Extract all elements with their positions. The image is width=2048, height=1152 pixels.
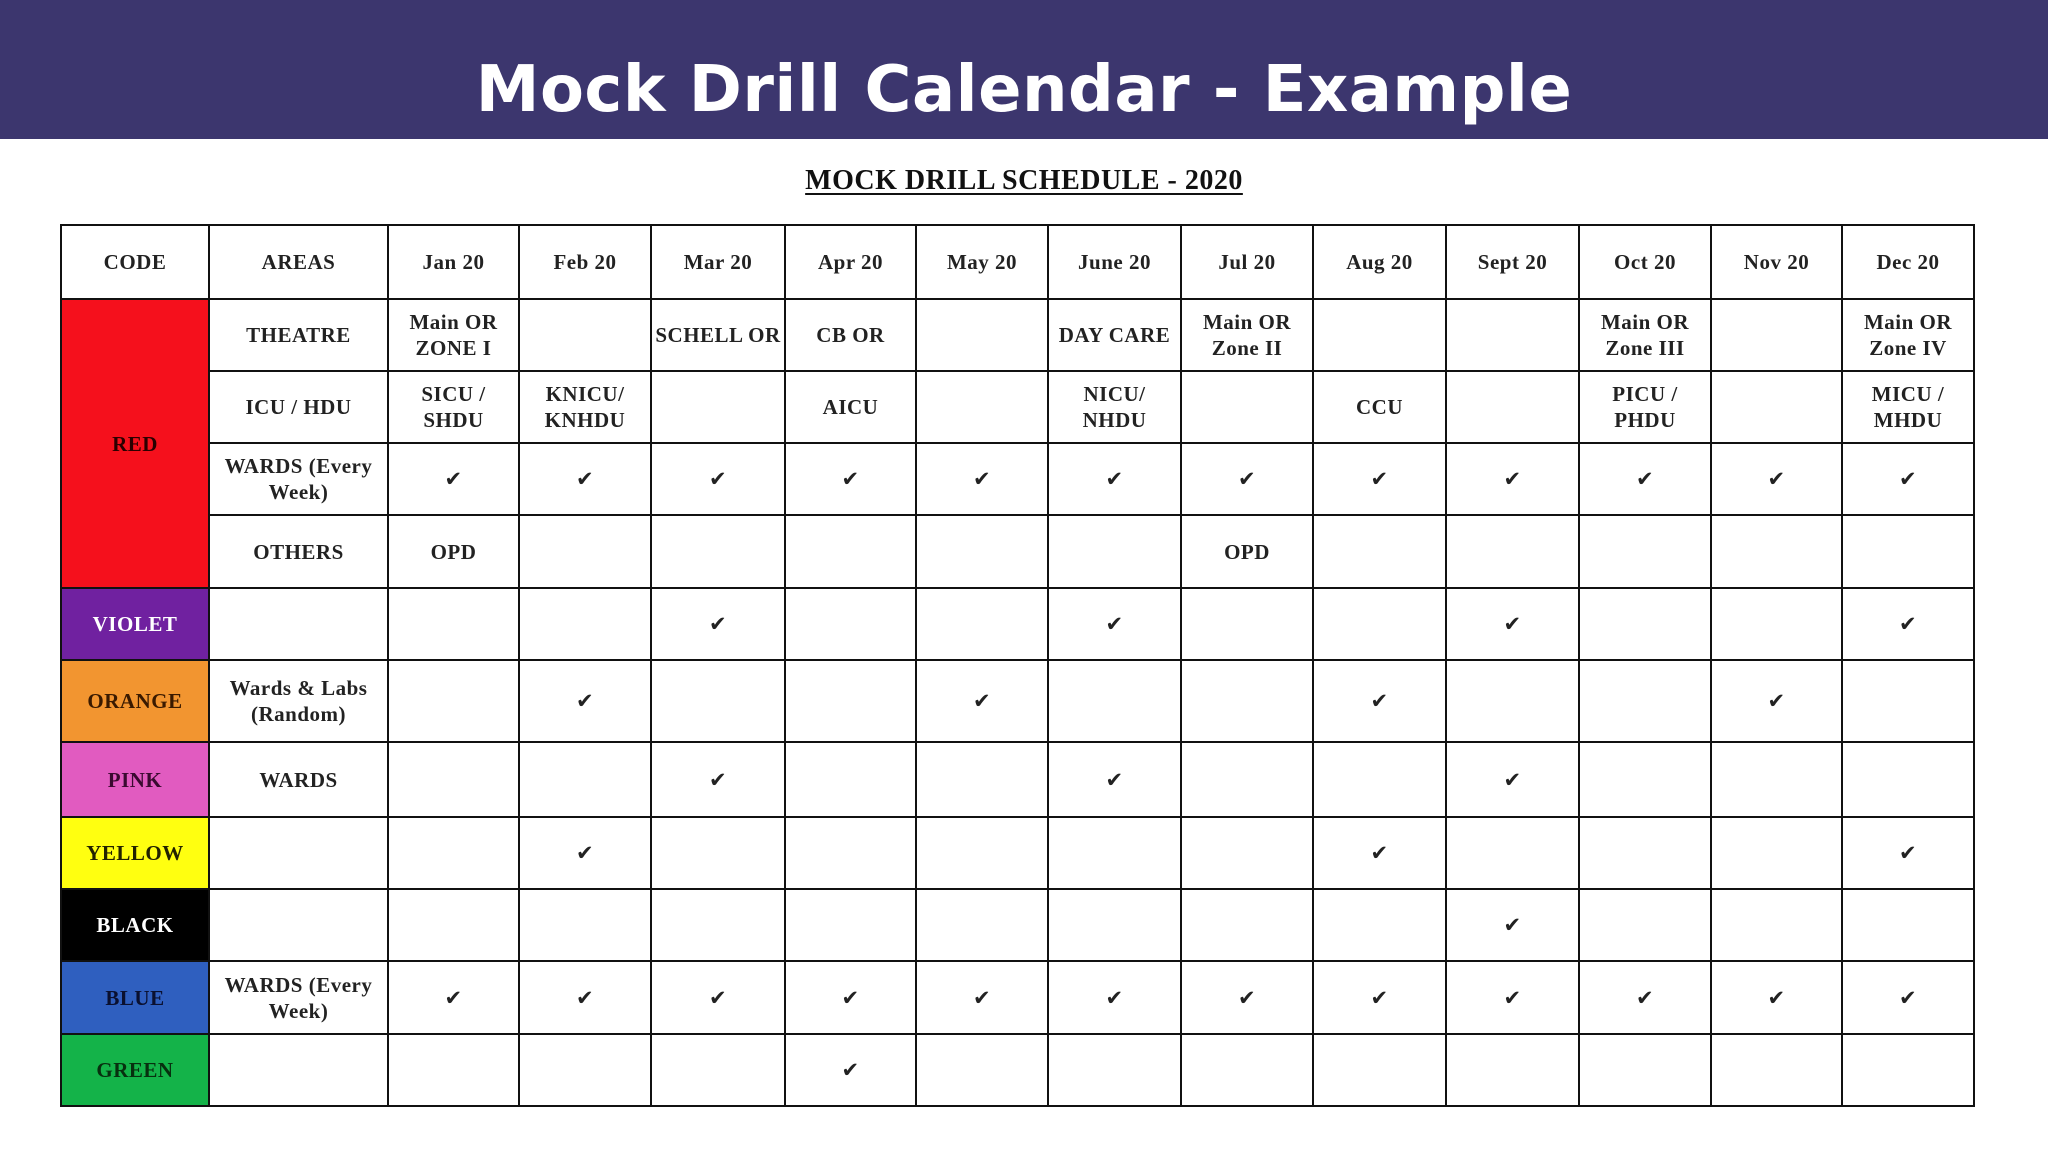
schedule-cell: KNICU/ KNHDU bbox=[519, 371, 651, 443]
schedule-cell: Main OR Zone II bbox=[1181, 299, 1313, 371]
area-cell: WARDS (Every Week) bbox=[209, 443, 388, 515]
column-header: Nov 20 bbox=[1711, 225, 1842, 299]
schedule-cell bbox=[519, 889, 651, 961]
check-mark-icon: ✔ bbox=[1048, 961, 1181, 1034]
area-cell bbox=[209, 889, 388, 961]
check-mark-icon: ✔ bbox=[1048, 742, 1181, 817]
table-row bbox=[61, 371, 1974, 443]
column-header: Sept 20 bbox=[1446, 225, 1579, 299]
schedule-cell bbox=[1048, 515, 1181, 588]
area-cell: OTHERS bbox=[209, 515, 388, 588]
schedule-cell bbox=[1579, 889, 1711, 961]
schedule-cell bbox=[388, 588, 519, 660]
area-cell: Wards & Labs (Random) bbox=[209, 660, 388, 742]
schedule-cell: CB OR bbox=[785, 299, 916, 371]
schedule-cell bbox=[1711, 817, 1842, 889]
schedule-cell bbox=[1048, 817, 1181, 889]
area-cell: ICU / HDU bbox=[209, 371, 388, 443]
column-header: Jul 20 bbox=[1181, 225, 1313, 299]
schedule-cell bbox=[388, 1034, 519, 1106]
slide-title: Mock Drill Calendar - Example bbox=[475, 53, 1573, 127]
check-mark-icon: ✔ bbox=[1711, 961, 1842, 1034]
schedule-cell bbox=[1579, 742, 1711, 817]
check-mark-icon: ✔ bbox=[1181, 443, 1313, 515]
schedule-cell bbox=[651, 515, 785, 588]
table-row bbox=[61, 299, 1974, 371]
document-title: MOCK DRILL SCHEDULE - 2020 bbox=[805, 165, 1243, 196]
schedule-cell bbox=[916, 889, 1048, 961]
schedule-cell bbox=[1711, 588, 1842, 660]
schedule-cell: PICU / PHDU bbox=[1579, 371, 1711, 443]
schedule-cell bbox=[1579, 1034, 1711, 1106]
area-cell: THEATRE bbox=[209, 299, 388, 371]
schedule-cell bbox=[1579, 588, 1711, 660]
schedule-cell bbox=[388, 660, 519, 742]
column-header: June 20 bbox=[1048, 225, 1181, 299]
code-cell-violet: VIOLET bbox=[61, 588, 209, 660]
check-mark-icon: ✔ bbox=[916, 443, 1048, 515]
check-mark-icon: ✔ bbox=[916, 660, 1048, 742]
schedule-cell bbox=[1842, 660, 1974, 742]
table-row bbox=[61, 961, 1974, 1034]
schedule-cell bbox=[1842, 889, 1974, 961]
schedule-cell bbox=[785, 817, 916, 889]
schedule-cell bbox=[1048, 660, 1181, 742]
schedule-cell: CCU bbox=[1313, 371, 1446, 443]
check-mark-icon: ✔ bbox=[519, 961, 651, 1034]
table-row bbox=[61, 515, 1974, 588]
schedule-cell bbox=[519, 299, 651, 371]
column-header: Feb 20 bbox=[519, 225, 651, 299]
schedule-cell bbox=[519, 1034, 651, 1106]
check-mark-icon: ✔ bbox=[388, 443, 519, 515]
check-mark-icon: ✔ bbox=[519, 443, 651, 515]
schedule-cell bbox=[519, 588, 651, 660]
column-header: AREAS bbox=[209, 225, 388, 299]
schedule-cell: SICU / SHDU bbox=[388, 371, 519, 443]
schedule-cell: Main OR ZONE I bbox=[388, 299, 519, 371]
schedule-cell: OPD bbox=[1181, 515, 1313, 588]
schedule-cell bbox=[1048, 889, 1181, 961]
code-cell-blue: BLUE bbox=[61, 961, 209, 1034]
check-mark-icon: ✔ bbox=[1711, 443, 1842, 515]
schedule-cell bbox=[916, 588, 1048, 660]
mock-drill-schedule-table bbox=[60, 224, 1975, 1107]
schedule-cell bbox=[1181, 660, 1313, 742]
schedule-cell bbox=[785, 588, 916, 660]
schedule-cell bbox=[388, 889, 519, 961]
check-mark-icon: ✔ bbox=[1842, 817, 1974, 889]
schedule-cell bbox=[1313, 1034, 1446, 1106]
schedule-cell bbox=[1842, 742, 1974, 817]
schedule-cell bbox=[916, 817, 1048, 889]
check-mark-icon: ✔ bbox=[916, 961, 1048, 1034]
check-mark-icon: ✔ bbox=[1842, 588, 1974, 660]
check-mark-icon: ✔ bbox=[1313, 817, 1446, 889]
check-mark-icon: ✔ bbox=[785, 1034, 916, 1106]
check-mark-icon: ✔ bbox=[1446, 961, 1579, 1034]
column-header: Aug 20 bbox=[1313, 225, 1446, 299]
check-mark-icon: ✔ bbox=[651, 443, 785, 515]
column-header: CODE bbox=[61, 225, 209, 299]
check-mark-icon: ✔ bbox=[1842, 961, 1974, 1034]
area-cell bbox=[209, 588, 388, 660]
column-header: Apr 20 bbox=[785, 225, 916, 299]
schedule-cell bbox=[1446, 371, 1579, 443]
schedule-cell bbox=[1579, 817, 1711, 889]
schedule-cell bbox=[651, 817, 785, 889]
check-mark-icon: ✔ bbox=[1711, 660, 1842, 742]
column-header: Jan 20 bbox=[388, 225, 519, 299]
schedule-cell bbox=[785, 742, 916, 817]
schedule-cell bbox=[1579, 515, 1711, 588]
code-cell-black: BLACK bbox=[61, 889, 209, 961]
check-mark-icon: ✔ bbox=[651, 588, 785, 660]
check-mark-icon: ✔ bbox=[1579, 443, 1711, 515]
schedule-cell bbox=[916, 515, 1048, 588]
schedule-cell bbox=[651, 1034, 785, 1106]
schedule-cell bbox=[1842, 1034, 1974, 1106]
area-cell bbox=[209, 1034, 388, 1106]
schedule-cell bbox=[1048, 1034, 1181, 1106]
schedule-cell: DAY CARE bbox=[1048, 299, 1181, 371]
table-row bbox=[61, 742, 1974, 817]
column-header: Dec 20 bbox=[1842, 225, 1974, 299]
area-cell bbox=[209, 817, 388, 889]
schedule-cell bbox=[1446, 299, 1579, 371]
check-mark-icon: ✔ bbox=[1313, 660, 1446, 742]
schedule-cell bbox=[1313, 889, 1446, 961]
schedule-cell bbox=[1181, 1034, 1313, 1106]
schedule-cell: SCHELL OR bbox=[651, 299, 785, 371]
schedule-cell bbox=[651, 660, 785, 742]
code-cell-orange: ORANGE bbox=[61, 660, 209, 742]
check-mark-icon: ✔ bbox=[1446, 443, 1579, 515]
area-cell: WARDS (Every Week) bbox=[209, 961, 388, 1034]
table-row bbox=[61, 817, 1974, 889]
title-banner bbox=[0, 0, 2048, 139]
schedule-cell bbox=[785, 515, 916, 588]
schedule-cell bbox=[651, 371, 785, 443]
schedule-cell bbox=[1842, 515, 1974, 588]
code-cell-yellow: YELLOW bbox=[61, 817, 209, 889]
check-mark-icon: ✔ bbox=[1842, 443, 1974, 515]
schedule-cell bbox=[1711, 1034, 1842, 1106]
check-mark-icon: ✔ bbox=[1181, 961, 1313, 1034]
schedule-cell bbox=[519, 742, 651, 817]
schedule-cell bbox=[1313, 515, 1446, 588]
schedule-cell bbox=[1181, 742, 1313, 817]
schedule-cell bbox=[785, 889, 916, 961]
check-mark-icon: ✔ bbox=[1446, 742, 1579, 817]
schedule-cell bbox=[1446, 515, 1579, 588]
schedule-cell bbox=[1313, 588, 1446, 660]
area-cell: WARDS bbox=[209, 742, 388, 817]
check-mark-icon: ✔ bbox=[519, 817, 651, 889]
schedule-cell bbox=[519, 515, 651, 588]
table-row bbox=[61, 889, 1974, 961]
schedule-cell bbox=[916, 1034, 1048, 1106]
schedule-cell: Main OR Zone IV bbox=[1842, 299, 1974, 371]
schedule-cell bbox=[1711, 889, 1842, 961]
schedule-cell bbox=[1181, 889, 1313, 961]
check-mark-icon: ✔ bbox=[519, 660, 651, 742]
schedule-cell bbox=[1446, 1034, 1579, 1106]
schedule-cell bbox=[1446, 817, 1579, 889]
header-row bbox=[61, 225, 1974, 299]
table-row bbox=[61, 1034, 1974, 1106]
check-mark-icon: ✔ bbox=[1446, 588, 1579, 660]
schedule-cell bbox=[388, 742, 519, 817]
code-cell-green: GREEN bbox=[61, 1034, 209, 1106]
schedule-cell bbox=[1579, 660, 1711, 742]
schedule-cell bbox=[785, 660, 916, 742]
schedule-cell bbox=[1711, 371, 1842, 443]
schedule-cell bbox=[1313, 299, 1446, 371]
schedule-cell bbox=[388, 817, 519, 889]
schedule-cell bbox=[1711, 742, 1842, 817]
schedule-cell bbox=[916, 299, 1048, 371]
check-mark-icon: ✔ bbox=[388, 961, 519, 1034]
table-row bbox=[61, 443, 1974, 515]
check-mark-icon: ✔ bbox=[785, 961, 916, 1034]
schedule-cell: NICU/ NHDU bbox=[1048, 371, 1181, 443]
schedule-cell bbox=[1313, 742, 1446, 817]
table-row bbox=[61, 588, 1974, 660]
check-mark-icon: ✔ bbox=[1048, 443, 1181, 515]
table-row bbox=[61, 660, 1974, 742]
schedule-cell bbox=[1181, 588, 1313, 660]
code-cell-pink: PINK bbox=[61, 742, 209, 817]
code-cell-red: RED bbox=[61, 299, 209, 588]
column-header: May 20 bbox=[916, 225, 1048, 299]
schedule-cell bbox=[1711, 299, 1842, 371]
schedule-body bbox=[61, 299, 1974, 1106]
check-mark-icon: ✔ bbox=[651, 742, 785, 817]
column-header: Oct 20 bbox=[1579, 225, 1711, 299]
schedule-cell bbox=[1446, 660, 1579, 742]
schedule-cell: Main OR Zone III bbox=[1579, 299, 1711, 371]
schedule-cell bbox=[1181, 371, 1313, 443]
check-mark-icon: ✔ bbox=[1048, 588, 1181, 660]
check-mark-icon: ✔ bbox=[651, 961, 785, 1034]
schedule-cell: AICU bbox=[785, 371, 916, 443]
check-mark-icon: ✔ bbox=[1446, 889, 1579, 961]
check-mark-icon: ✔ bbox=[1313, 961, 1446, 1034]
schedule-cell: OPD bbox=[388, 515, 519, 588]
schedule-cell bbox=[1711, 515, 1842, 588]
check-mark-icon: ✔ bbox=[1579, 961, 1711, 1034]
column-header: Mar 20 bbox=[651, 225, 785, 299]
check-mark-icon: ✔ bbox=[1313, 443, 1446, 515]
schedule-cell bbox=[651, 889, 785, 961]
schedule-cell bbox=[916, 742, 1048, 817]
schedule-cell bbox=[916, 371, 1048, 443]
schedule-cell bbox=[1181, 817, 1313, 889]
schedule-cell: MICU / MHDU bbox=[1842, 371, 1974, 443]
check-mark-icon: ✔ bbox=[785, 443, 916, 515]
